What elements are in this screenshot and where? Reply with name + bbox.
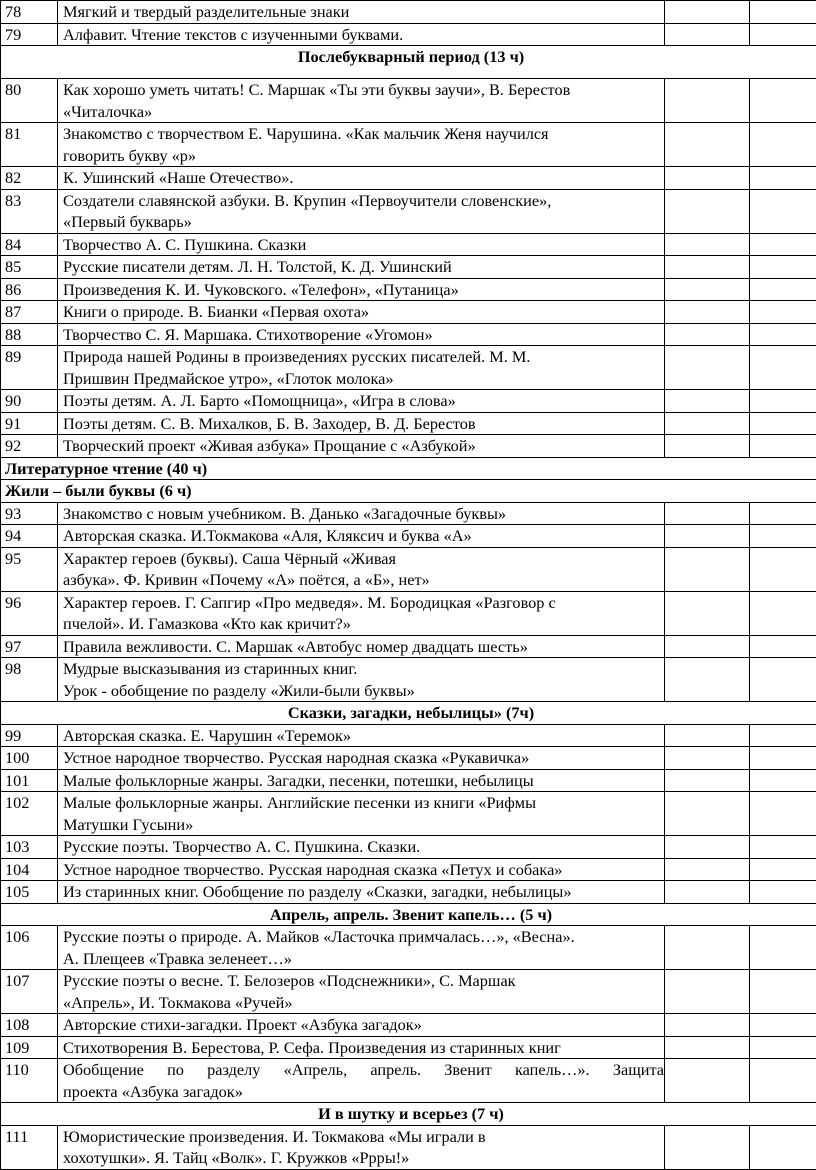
section-title: Жили – были буквы (6 ч) xyxy=(1,480,816,503)
lesson-topic-line: Русские поэты о природе. А. Майков «Ласточка примчалась…», «Весна». xyxy=(63,926,664,948)
actual-date-cell xyxy=(750,769,816,792)
lesson-topic-line: Из старинных книг. Обобщение по разделу «Сказки, загадки, небылицы» xyxy=(63,881,664,903)
lesson-topic-line: Русские писатели детям. Л. Н. Толстой, К. Д. Ушинский xyxy=(63,256,664,278)
actual-date-cell xyxy=(750,1059,816,1103)
planned-date-cell xyxy=(665,547,750,591)
lesson-number: 111 xyxy=(1,1125,58,1169)
lesson-row xyxy=(1,547,816,591)
planned-date-cell xyxy=(665,167,750,190)
actual-date-cell xyxy=(750,525,816,548)
lesson-topic-line: Книги о природе. В. Бианки «Первая охота» xyxy=(63,301,664,323)
lesson-topic xyxy=(58,792,665,836)
planned-date-cell xyxy=(665,412,750,435)
lesson-topic-line: проекта «Азбука загадок» xyxy=(63,1081,664,1103)
planned-date-cell xyxy=(665,792,750,836)
actual-date-cell xyxy=(750,23,816,46)
section-title: И в шутку и всерьез (7 ч) xyxy=(1,1103,816,1126)
lesson-topic xyxy=(58,970,665,1014)
section-title: Послебукварный период (13 ч) xyxy=(1,46,816,79)
lesson-topic xyxy=(58,435,665,458)
lesson-topic-line: Творческий проект «Живая азбука» Прощание с «Азбукой» xyxy=(63,435,664,457)
actual-date-cell xyxy=(750,79,816,123)
lesson-topic xyxy=(58,658,665,702)
lesson-row xyxy=(1,836,816,859)
section-header-row xyxy=(1,1103,816,1126)
lesson-topic-line: Обобщение по разделу «Апрель, апрель. Звенит капель…». Защита xyxy=(63,1059,664,1081)
lesson-number: 97 xyxy=(1,635,58,658)
lesson-number: 95 xyxy=(1,547,58,591)
lesson-number: 87 xyxy=(1,301,58,324)
actual-date-cell xyxy=(750,792,816,836)
lesson-row xyxy=(1,747,816,770)
planned-date-cell xyxy=(665,123,750,167)
lesson-number: 104 xyxy=(1,858,58,881)
actual-date-cell xyxy=(750,970,816,1014)
section-header-row xyxy=(1,480,816,503)
lesson-row xyxy=(1,858,816,881)
section-header-row xyxy=(1,46,816,79)
lesson-topic-line: Творчество С. Я. Маршака. Стихотворение «Угомон» xyxy=(63,324,664,346)
lesson-topic-line: Авторская сказка. И.Токмакова «Аля, Кляксич и буква «А» xyxy=(63,525,664,547)
lesson-topic-line: Авторские стихи-загадки. Проект «Азбука загадок» xyxy=(63,1014,664,1036)
planned-date-cell xyxy=(665,970,750,1014)
lesson-topic-line: Мудрые высказывания из старинных книг. xyxy=(63,658,664,680)
actual-date-cell xyxy=(750,233,816,256)
lesson-topic xyxy=(58,769,665,792)
lesson-row xyxy=(1,591,816,635)
actual-date-cell xyxy=(750,881,816,904)
lesson-row xyxy=(1,881,816,904)
lesson-topic-line: Алфавит. Чтение текстов с изученными буквами. xyxy=(63,24,664,46)
lesson-row xyxy=(1,167,816,190)
planned-date-cell xyxy=(665,635,750,658)
planned-date-cell xyxy=(665,301,750,324)
planned-date-cell xyxy=(665,836,750,859)
lesson-row xyxy=(1,301,816,324)
actual-date-cell xyxy=(750,591,816,635)
lesson-topic xyxy=(58,858,665,881)
planned-date-cell xyxy=(665,435,750,458)
actual-date-cell xyxy=(750,346,816,390)
lesson-topic-line: Стихотворения В. Берестова, Р. Сефа. Произведения из старинных книг xyxy=(63,1037,664,1059)
actual-date-cell xyxy=(750,1125,816,1169)
planned-date-cell xyxy=(665,747,750,770)
lesson-topic-line: говорить букву «р» xyxy=(63,145,664,167)
lesson-row xyxy=(1,970,816,1014)
lesson-topic xyxy=(58,1014,665,1037)
lesson-topic xyxy=(58,591,665,635)
lesson-plan-table-body xyxy=(1,1,816,1170)
actual-date-cell xyxy=(750,635,816,658)
lesson-row xyxy=(1,346,816,390)
lesson-topic xyxy=(58,926,665,970)
lesson-number: 100 xyxy=(1,747,58,770)
lesson-topic-line: Характер героев. Г. Сапгир «Про медведя». М. Бородицкая «Разговор с xyxy=(63,592,664,614)
lesson-topic-line: К. Ушинский «Наше Отечество». xyxy=(63,167,664,189)
planned-date-cell xyxy=(665,858,750,881)
lesson-topic xyxy=(58,390,665,413)
planned-date-cell xyxy=(665,502,750,525)
lesson-number: 106 xyxy=(1,926,58,970)
lesson-number: 90 xyxy=(1,390,58,413)
lesson-topic-line: Как хорошо уметь читать! С. Маршак «Ты эти буквы заучи», В. Берестов xyxy=(63,79,664,101)
actual-date-cell xyxy=(750,1036,816,1059)
actual-date-cell xyxy=(750,256,816,279)
lesson-row xyxy=(1,769,816,792)
lesson-number: 82 xyxy=(1,167,58,190)
lesson-topic-line: Поэты детям. С. В. Михалков, Б. В. Заходер, В. Д. Берестов xyxy=(63,413,664,435)
lesson-row xyxy=(1,1059,816,1103)
lesson-row xyxy=(1,525,816,548)
lesson-topic xyxy=(58,836,665,859)
actual-date-cell xyxy=(750,1,816,24)
lesson-topic-line: «Апрель», И. Токмакова «Ручей» xyxy=(63,992,664,1014)
planned-date-cell xyxy=(665,1014,750,1037)
lesson-topic xyxy=(58,256,665,279)
actual-date-cell xyxy=(750,123,816,167)
actual-date-cell xyxy=(750,547,816,591)
lesson-topic-line: Русские поэты. Творчество А. С. Пушкина. Сказки. xyxy=(63,836,664,858)
lesson-row xyxy=(1,926,816,970)
lesson-topic-line: Мягкий и твердый разделительные знаки xyxy=(63,1,664,23)
actual-date-cell xyxy=(750,189,816,233)
lesson-row xyxy=(1,390,816,413)
section-title: Сказки, загадки, небылицы» (7ч) xyxy=(1,702,816,725)
planned-date-cell xyxy=(665,79,750,123)
planned-date-cell xyxy=(665,1125,750,1169)
lesson-topic xyxy=(58,525,665,548)
lesson-row xyxy=(1,792,816,836)
lesson-row xyxy=(1,1,816,24)
lesson-topic xyxy=(58,189,665,233)
actual-date-cell xyxy=(750,926,816,970)
lesson-topic-line: азбука». Ф. Кривин «Почему «А» поётся, а «Б», нет» xyxy=(63,569,664,591)
actual-date-cell xyxy=(750,658,816,702)
lesson-topic-line: Малые фольклорные жанры. Английские песенки из книги «Рифмы xyxy=(63,792,664,814)
lesson-number: 78 xyxy=(1,1,58,24)
lesson-row xyxy=(1,323,816,346)
lesson-number: 88 xyxy=(1,323,58,346)
lesson-topic xyxy=(58,1036,665,1059)
planned-date-cell xyxy=(665,658,750,702)
actual-date-cell xyxy=(750,323,816,346)
lesson-number: 103 xyxy=(1,836,58,859)
lesson-row xyxy=(1,502,816,525)
lesson-topic-line: А. Плещеев «Травка зеленеет…» xyxy=(63,948,664,970)
lesson-topic xyxy=(58,412,665,435)
lesson-number: 93 xyxy=(1,502,58,525)
lesson-number: 108 xyxy=(1,1014,58,1037)
actual-date-cell xyxy=(750,1014,816,1037)
lesson-topic-line: Природа нашей Родины в произведениях русских писателей. М. М. xyxy=(63,346,664,368)
lesson-row xyxy=(1,1125,816,1169)
lesson-topic xyxy=(58,1125,665,1169)
lesson-number: 110 xyxy=(1,1059,58,1103)
planned-date-cell xyxy=(665,926,750,970)
lesson-topic xyxy=(58,1,665,24)
lesson-topic xyxy=(58,346,665,390)
lesson-topic-line: Создатели славянской азбуки. В. Крупин «Первоучители словенские», xyxy=(63,190,664,212)
lesson-number: 109 xyxy=(1,1036,58,1059)
lesson-topic-line: хохотушки». Я. Тайц «Волк». Г. Кружков «Ррры!» xyxy=(63,1147,664,1169)
actual-date-cell xyxy=(750,301,816,324)
lesson-number: 96 xyxy=(1,591,58,635)
lesson-topic xyxy=(58,123,665,167)
lesson-topic-line: «Читалочка» xyxy=(63,101,664,123)
lesson-number: 80 xyxy=(1,79,58,123)
planned-date-cell xyxy=(665,881,750,904)
lesson-row xyxy=(1,79,816,123)
planned-date-cell xyxy=(665,346,750,390)
lesson-topic xyxy=(58,23,665,46)
actual-date-cell xyxy=(750,747,816,770)
section-title: Апрель, апрель. Звенит капель… (5 ч) xyxy=(1,903,816,926)
lesson-row xyxy=(1,412,816,435)
lesson-number: 89 xyxy=(1,346,58,390)
lesson-topic xyxy=(58,233,665,256)
lesson-topic-line: «Первый букварь» xyxy=(63,211,664,233)
lesson-topic xyxy=(58,79,665,123)
planned-date-cell xyxy=(665,256,750,279)
planned-date-cell xyxy=(665,525,750,548)
lesson-number: 92 xyxy=(1,435,58,458)
planned-date-cell xyxy=(665,323,750,346)
lesson-topic-line: Пришвин Предмайское утро», «Глоток молока» xyxy=(63,368,664,390)
actual-date-cell xyxy=(750,167,816,190)
actual-date-cell xyxy=(750,502,816,525)
actual-date-cell xyxy=(750,390,816,413)
section-title: Литературное чтение (40 ч) xyxy=(1,457,816,480)
lesson-number: 91 xyxy=(1,412,58,435)
lesson-number: 107 xyxy=(1,970,58,1014)
lesson-row xyxy=(1,658,816,702)
lesson-number: 85 xyxy=(1,256,58,279)
lesson-topic-line: Устное народное творчество. Русская народная сказка «Петух и собака» xyxy=(63,859,664,881)
lesson-topic-line: Урок - обобщение по разделу «Жили-были буквы» xyxy=(63,680,664,702)
actual-date-cell xyxy=(750,412,816,435)
lesson-number: 99 xyxy=(1,724,58,747)
lesson-row xyxy=(1,278,816,301)
lesson-topic-line: Юмористические произведения. И. Токмакова «Мы играли в xyxy=(63,1126,664,1148)
lesson-topic-line: Характер героев (буквы). Саша Чёрный «Живая xyxy=(63,548,664,570)
planned-date-cell xyxy=(665,1,750,24)
lesson-topic-line: Произведения К. И. Чуковского. «Телефон», «Путаница» xyxy=(63,279,664,301)
actual-date-cell xyxy=(750,278,816,301)
planned-date-cell xyxy=(665,591,750,635)
planned-date-cell xyxy=(665,724,750,747)
lesson-topic xyxy=(58,278,665,301)
lesson-topic xyxy=(58,301,665,324)
section-header-row xyxy=(1,903,816,926)
lesson-row xyxy=(1,435,816,458)
lesson-row xyxy=(1,233,816,256)
lesson-row xyxy=(1,123,816,167)
lesson-topic xyxy=(58,747,665,770)
lesson-number: 83 xyxy=(1,189,58,233)
planned-date-cell xyxy=(665,769,750,792)
lesson-number: 84 xyxy=(1,233,58,256)
lesson-row xyxy=(1,1014,816,1037)
lesson-number: 86 xyxy=(1,278,58,301)
lesson-topic xyxy=(58,547,665,591)
actual-date-cell xyxy=(750,435,816,458)
lesson-topic xyxy=(58,724,665,747)
section-header-row xyxy=(1,457,816,480)
lesson-topic xyxy=(58,881,665,904)
section-header-row xyxy=(1,702,816,725)
lesson-topic xyxy=(58,502,665,525)
lesson-row xyxy=(1,189,816,233)
planned-date-cell xyxy=(665,189,750,233)
lesson-topic-line: пчелой». И. Гамазкова «Кто как кричит?» xyxy=(63,613,664,635)
planned-date-cell xyxy=(665,1036,750,1059)
actual-date-cell xyxy=(750,858,816,881)
lesson-number: 79 xyxy=(1,23,58,46)
lesson-number: 98 xyxy=(1,658,58,702)
lesson-row xyxy=(1,256,816,279)
lesson-number: 105 xyxy=(1,881,58,904)
lesson-topic xyxy=(58,323,665,346)
lesson-topic xyxy=(58,635,665,658)
lesson-topic-line: Устное народное творчество. Русская народная сказка «Рукавичка» xyxy=(63,747,664,769)
lesson-number: 101 xyxy=(1,769,58,792)
planned-date-cell xyxy=(665,1059,750,1103)
lesson-topic-line: Русские поэты о весне. Т. Белозеров «Подснежники», С. Маршак xyxy=(63,970,664,992)
planned-date-cell xyxy=(665,233,750,256)
lesson-row xyxy=(1,635,816,658)
lesson-topic-line: Малые фольклорные жанры. Загадки, песенки, потешки, небылицы xyxy=(63,770,664,792)
lesson-topic-line: Знакомство с творчеством Е. Чарушина. «Как мальчик Женя научился xyxy=(63,123,664,145)
planned-date-cell xyxy=(665,278,750,301)
lesson-row xyxy=(1,724,816,747)
lesson-topic xyxy=(58,1059,665,1103)
lesson-topic-line: Правила вежливости. С. Маршак «Автобус номер двадцать шесть» xyxy=(63,636,664,658)
lesson-number: 102 xyxy=(1,792,58,836)
lesson-topic-line: Авторская сказка. Е. Чарушин «Теремок» xyxy=(63,725,664,747)
lesson-number: 94 xyxy=(1,525,58,548)
lesson-topic-line: Поэты детям. А. Л. Барто «Помощница», «Игра в слова» xyxy=(63,390,664,412)
lesson-number: 81 xyxy=(1,123,58,167)
lesson-topic-line: Знакомство с новым учебником. В. Данько «Загадочные буквы» xyxy=(63,503,664,525)
actual-date-cell xyxy=(750,836,816,859)
planned-date-cell xyxy=(665,23,750,46)
lesson-topic xyxy=(58,167,665,190)
planned-date-cell xyxy=(665,390,750,413)
lesson-row xyxy=(1,1036,816,1059)
actual-date-cell xyxy=(750,724,816,747)
lesson-topic-line: Творчество А. С. Пушкина. Сказки xyxy=(63,234,664,256)
lesson-topic-line: Матушки Гусыни» xyxy=(63,814,664,836)
lesson-row xyxy=(1,23,816,46)
